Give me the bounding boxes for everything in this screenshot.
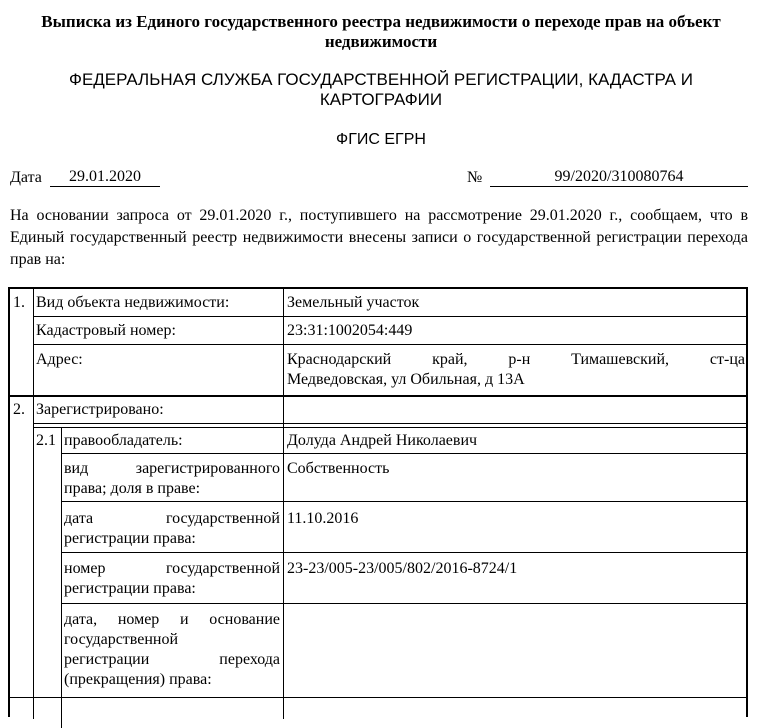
holder-label: правообладатель: [64,432,183,449]
transfer-label-line1: дата, номер и основание [64,611,280,628]
table-divider [33,423,748,424]
object-type-value: Земельный участок [287,294,420,311]
reg-date-label-line1: дата государственной [64,510,280,527]
reg-number-label-line2: регистрации права: [64,580,196,597]
right-type-label-line2: права; доля в праве: [64,480,201,497]
table-divider [10,697,748,698]
section-2-number: 2. [13,401,25,418]
reg-number-label-line1: номер государственной [64,560,280,577]
table-divider [61,453,748,454]
cadastral-value: 23:31:1002054:449 [287,322,413,339]
table-divider [61,501,748,502]
transfer-label-line4: (прекращения) права: [64,671,212,688]
address-label: Адрес: [36,351,83,368]
registered-label: Зарегистрировано: [36,401,164,418]
date-label: Дата [10,169,42,186]
rights-table [8,287,748,717]
section-1-number: 1. [13,294,25,311]
address-value-line2: Медведовская, ул Обильная, д 13А [287,371,525,388]
reg-date-value: 11.10.2016 [287,510,359,527]
table-divider [283,289,284,719]
agency-name: ФЕДЕРАЛЬНАЯ СЛУЖБА ГОСУДАРСТВЕННОЙ РЕГИСТРАЦИИ, КАДАСТРА И КАРТОГРАФИИ [69,70,693,109]
subsection-number: 2.1 [36,432,56,449]
right-type-value: Собственность [287,460,390,477]
table-divider [61,552,748,553]
table-divider [33,427,748,428]
object-type-label: Вид объекта недвижимости: [36,294,230,311]
document-title: Выписка из Единого государственного реестра недвижимости о переходе прав на объект недвижимости [41,12,721,51]
table-divider [61,603,748,604]
transfer-label-line2: государственной [64,631,179,648]
table-divider [61,428,62,728]
table-divider [33,289,34,719]
table-divider [33,344,748,345]
reg-number-value: 23-23/005-23/005/802/2016-8724/1 [287,560,518,577]
number-value: 99/2020/310080764 [490,168,748,187]
system-name: ФГИС ЕГРН [336,131,426,148]
number-label: № [467,169,483,186]
cadastral-label: Кадастровый номер: [36,322,176,339]
holder-value: Долуда Андрей Николаевич [287,432,478,449]
transfer-label-line3: регистрации перехода [64,651,280,668]
intro-paragraph: На основании запроса от 29.01.2020 г., поступившего на рассмотрение 29.01.2020 г., сообщаем, что в Единый государственный реестр недвижимости внесены записи о государственной регистрации перехода прав на: [10,207,748,268]
right-type-label-line1: вид зарегистрированного [64,460,280,477]
address-value-line1: Краснодарский край, р-н Тимашевский, ст-ца [287,351,745,368]
date-value: 29.01.2020 [50,168,160,187]
reg-date-label-line2: регистрации права: [64,530,196,547]
table-divider [33,316,748,317]
table-divider [10,395,748,397]
